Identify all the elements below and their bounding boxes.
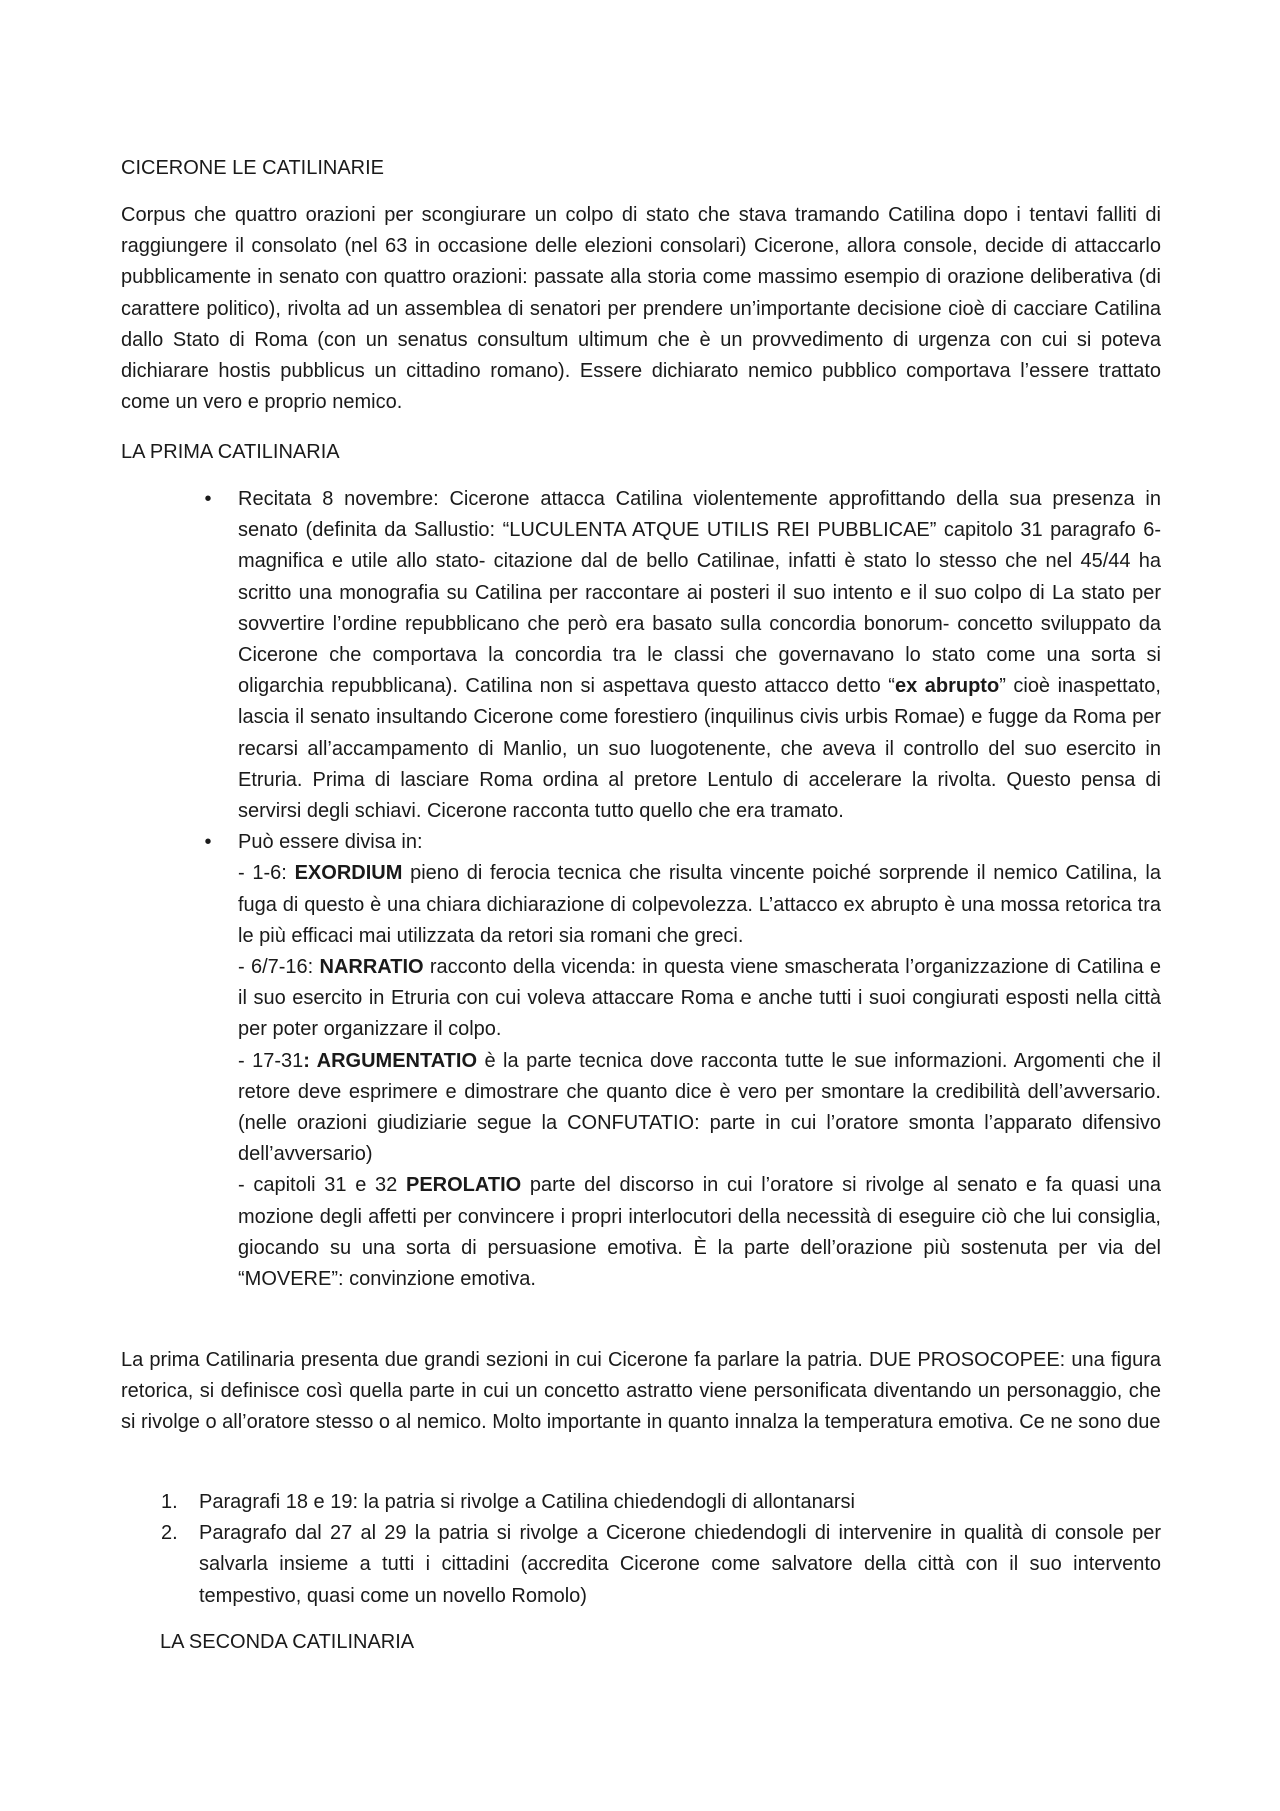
bullet-list [204,484,1162,1295]
list-item-text: Paragrafo dal 27 al 29 la patria si rivolge a Cicerone chiedendogli di intervenire in qualità di console per salvarla insieme a tutti i cittadini (accredita Cicerone come salvatore della città con il suo intervento tempestivo, quasi come un novello Romolo) [199,1522,1161,1607]
sub-item-text: racconto della vicenda: in questa viene smascherata l’organizzazione di Catilina e il suo esercito in Etruria con cui voleva attaccare Roma e anche tutti i suoi congiurati esposti nella città per poter organizzare il colpo. [238,956,1161,1041]
sub-item-text: parte del discorso in cui l’oratore si rivolge al senato e fa quasi una mozione degli affetti per convincere i propri interlocutori della necessità di eseguire ciò che lui consiglia, giocando su una sorta di persuasione emotiva. È la parte dell’orazione più sostenuta per via del “MOVERE”: convinzione emotiva. [238,1174,1161,1291]
bold-term: EXORDIUM [294,862,403,885]
numbered-list [161,1487,1161,1612]
bullet-icon: • [204,488,212,510]
bold-term: ex abrupto [894,675,1000,698]
bullet-icon: • [204,831,212,854]
sub-item-prefix: - 17-31 [238,1049,304,1072]
paragraph-prosopopee: La prima Catilinaria presenta due grandi sezioni in cui Cicerone fa parlare la patria. DUE PROSOCOPEE: una figura retorica, si definisce così quella parte in cui un concetto astratto viene personificata diventando un personaggio, che si rivolge o all’oratore stesso o al nemico. Molto importante in quanto innalza la temperatura emotiva. Ce ne sono due [121,1349,1161,1434]
list-number: 2. [161,1522,178,1545]
section-heading-seconda: LA SECONDA CATILINARIA [160,1631,415,1653]
sub-item [238,1046,1161,1171]
sub-item-prefix: - 6/7-16: [238,956,320,979]
list-item [161,1487,1161,1518]
sub-item-prefix: - 1-6: [238,862,295,885]
sub-item-text: è la parte tecnica dove racconta tutte le sue informazioni. Argomenti che il retore deve esprimere e dimostrare che quanto dice è vero per smontare la credibilità dell’avversario. (nelle orazioni giudiziarie segue la CONFUTATIO: parte in cui l’oratore smonta l’apparato difensivo dell’avversario) [238,1049,1162,1166]
intro-paragraph: Corpus che quattro orazioni per scongiurare un colpo di stato che stava tramando Catilina dopo i tentavi falliti di raggiungere il consolato (nel 63 in occasione delle elezioni consolari) Cicerone, allora console, decide di attaccarlo pubblicamente in senato con quattro orazioni: passate alla storia come massimo esempio di orazione deliberativa (di carattere politico), rivolta ad un assemblea di senatori per prendere un’importante decisione cioè di cacciare Catilina dallo Stato di Roma (con un senatus consultum ultimum che è un provvedimento di urgenza con cui si poteva dichiarare hostis pubblicus un cittadino romano). Essere dichiarato nemico pubblico comportava l’essere trattato come un vero e proprio nemico. [121,204,1161,414]
list-item [161,1518,1161,1612]
bold-term: : ARGUMENTATIO [303,1049,478,1072]
sub-item-text: pieno di ferocia tecnica che risulta vincente poiché sorprende il nemico Catilina, la fuga di questo è una chiara dichiarazione di colpevolezza. L’attacco ex abrupto è una mossa retorica tra le più efficaci mai utilizzata da retori sia romani che greci. [238,862,1161,947]
list-item [204,827,1162,1295]
list-item-text: Paragrafi 18 e 19: la patria si rivolge a Catilina chiedendogli di allontanarsi [199,1491,855,1513]
bold-term: NARRATIO [319,956,424,979]
sub-item [238,858,1161,952]
bullet-text: ” cioè inaspettato, lascia il senato insultando Cicerone come forestiero (inquilinus civis urbis Romae) e fugge da Roma per recarsi all’accampamento di Manlio, un suo luogotenente, che aveva il controllo del suo esercito in Etruria. Prima di lasciare Roma ordina al pretore Lentulo di accelerare la rivolta. Questo pensa di servirsi degli schiavi. Cicerone racconta tutto quello che era tramato. [238,675,1161,823]
list-number: 1. [161,1491,178,1513]
bullet-text: Può essere divisa in: [238,831,423,854]
list-item [204,484,1161,827]
section-heading-prima: LA PRIMA CATILINARIA [121,441,340,463]
sub-item-prefix: - capitoli 31 e 32 [238,1174,406,1197]
document-title: CICERONE LE CATILINARIE [121,157,385,179]
bold-term: PEROLATIO [406,1174,522,1197]
bullet-text: Recitata 8 novembre: Cicerone attacca Catilina violentemente approfittando della sua presenza in senato (definita da Sallustio: “LUCULENTA ATQUE UTILIS REI PUBBLICAE” capitolo 31 paragrafo 6- magnifica e utile allo stato- citazione dal de bello Catilinae, infatti è stato lo stesso che nel 45/44 ha scritto una monografia su Catilina per raccontare ai posteri il suo intento e il suo colpo di La stato per sovvertire l’ordine repubblicano che però era basato sulla concordia bonorum- concetto sviluppato da Cicerone che comportava la concordia tra le classi che governavano lo stato come una sorta si oligarchia repubblicana). Catilina non si aspettava questo attacco detto “ [238,488,1161,698]
sub-item [238,1170,1161,1295]
sub-item [238,952,1161,1046]
